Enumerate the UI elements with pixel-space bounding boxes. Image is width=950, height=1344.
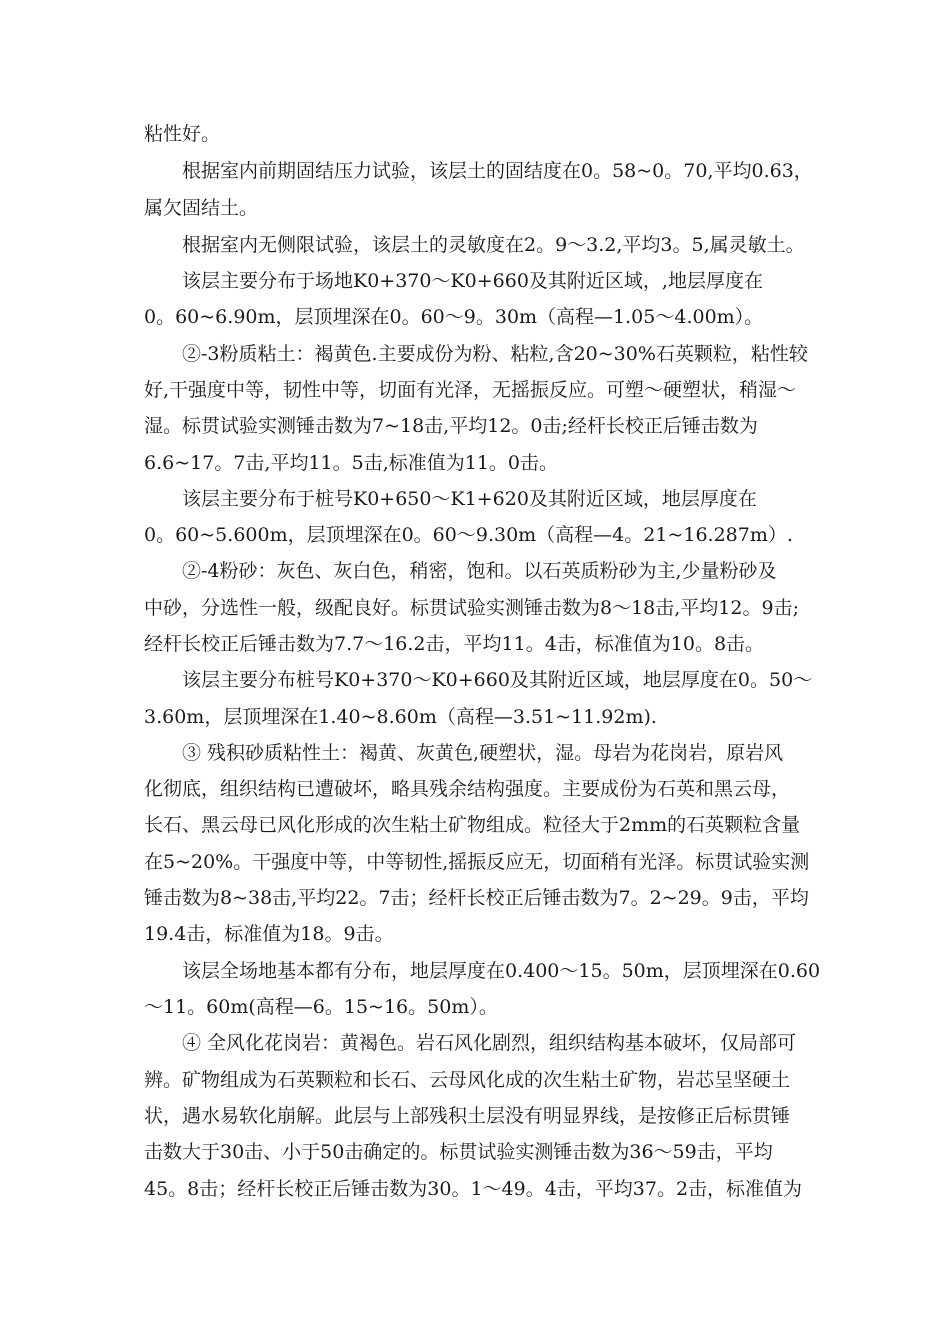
text-line: 该层主要分布于桩号K0+650～K1+620及其附近区域，地层厚度在 [182, 488, 757, 510]
text-line: ④ 全风化花岗岩：黄褐色。岩石风化剧烈，组织结构基本破坏，仅局部可 [182, 1032, 797, 1054]
text-line: 根据室内无侧限试验，该层土的灵敏度在2。9～3.2,平均3。5,属灵敏土。 [182, 234, 805, 256]
text-line: 19.4击，标准值为18。9击。 [144, 923, 394, 945]
text-line: 0。60~5.600m，层顶埋深在0。60～9.30m（高程—4。21~16.287m）. [144, 524, 793, 546]
text-line: 辨。矿物组成为石英颗粒和长石、云母风化成的次生粘土矿物，岩芯呈坚硬土 [144, 1069, 791, 1091]
text-line: 粘性好。 [144, 123, 221, 145]
text-line: ③ 残积砂质粘性土：褐黄、灰黄色,硬塑状，湿。母岩为花岗岩，原岩风 [182, 742, 784, 764]
text-line: 锤击数为8~38击,平均22。7击；经杆长校正后锤击数为7。2~29。9击，平均 [144, 887, 809, 909]
text-line: 状，遇水易软化崩解。此层与上部残积土层没有明显界线，是按修正后标贯锤 [144, 1105, 791, 1127]
text-line: 中砂，分选性一般，级配良好。标贯试验实测锤击数为8～18击,平均12。9击; [144, 597, 799, 619]
text-line: 该层主要分布桩号K0+370～K0+660及其附近区域，地层厚度在0。50～ [182, 669, 813, 691]
text-line: 经杆长校正后锤击数为7.7～16.2击，平均11。4击，标准值为10。8击。 [144, 633, 765, 655]
text-line: 该层主要分布于场地K0+370～K0+660及其附近区域，,地层厚度在 [182, 270, 763, 292]
text-line: ②-4粉砂：灰色、灰白色，稍密，饱和。以石英质粉砂为主,少量粉砂及 [182, 560, 777, 582]
text-line: 击数大于30击、小于50击确定的。标贯试验实测锤击数为36～59击，平均 [144, 1141, 773, 1163]
text-line: 根据室内前期固结压力试验，该层土的固结度在0。58~0。70,平均0.63， [182, 160, 813, 182]
text-line: 0。60~6.90m，层顶埋深在0。60～9。30m（高程—1.05～4.00m）。 [144, 306, 764, 328]
text-line: 该层全场地基本都有分布，地层厚度在0.400～15。50m，层顶埋深在0.60 [182, 960, 821, 982]
text-line: 6.6~17。7击,平均11。5击,标准值为11。0击。 [144, 452, 559, 474]
text-line: ②-3粉质粘土：褐黄色.主要成份为粉、粘粒,含20~30%石英颗粒，粘性较 [182, 343, 808, 365]
text-line: 45。8击；经杆长校正后锤击数为30。1～49。4击，平均37。2击，标准值为 [144, 1178, 803, 1200]
text-line: 好,干强度中等，韧性中等，切面有光泽，无摇振反应。可塑～硬塑状，稍湿～ [144, 379, 797, 401]
text-line: 属欠固结土。 [144, 197, 259, 219]
text-line: 长石、黑云母已风化形成的次生粘土矿物组成。粒径大于2mm的石英颗粒含量 [144, 814, 801, 836]
text-line: 3.60m，层顶埋深在1.40~8.60m（高程—3.51~11.92m). [144, 706, 657, 728]
text-line: 在5~20%。干强度中等，中等韧性,摇振反应无，切面稍有光泽。标贯试验实测 [144, 851, 810, 873]
text-line: 湿。标贯试验实测锤击数为7~18击,平均12。0击;经杆长校正后锤击数为 [144, 415, 758, 437]
text-line: 化彻底，组织结构已遭破坏，略具残余结构强度。主要成份为石英和黑云母， [144, 778, 791, 800]
text-line: ～11。60m(高程—6。15~16。50m）。 [144, 996, 498, 1018]
